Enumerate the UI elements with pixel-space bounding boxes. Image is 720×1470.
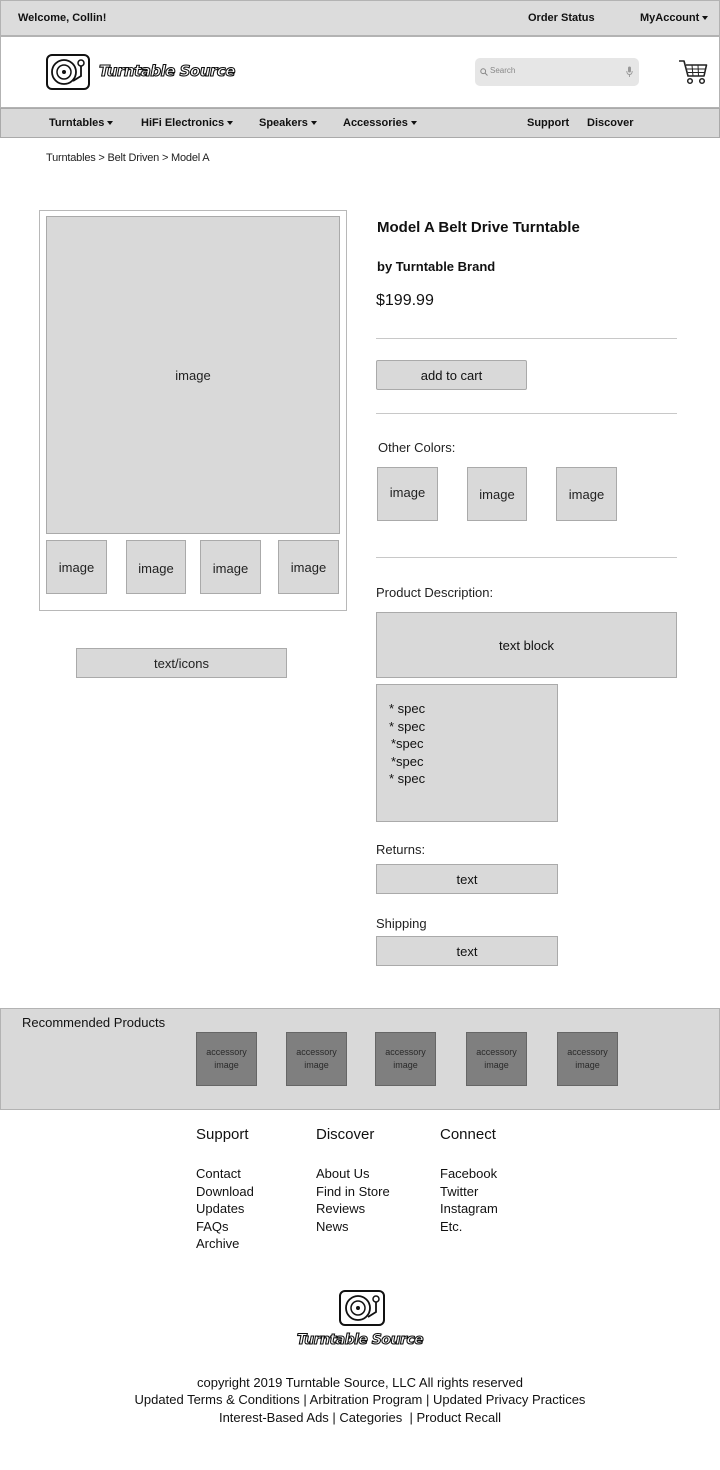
divider <box>376 338 677 339</box>
product-description-label: Product Description: <box>376 585 494 600</box>
nav-accessories-label: Accessories <box>343 117 408 129</box>
footer-link[interactable]: Download <box>196 1183 254 1199</box>
spec-item: * spec <box>389 718 426 734</box>
microphone-icon[interactable] <box>626 66 633 78</box>
add-to-cart-button[interactable] <box>376 360 527 390</box>
description-text-block <box>376 612 677 678</box>
nav-hifi-electronics[interactable] <box>141 117 233 129</box>
footer-link[interactable]: Instagram <box>440 1201 498 1216</box>
footer-heading-connect: Connect <box>440 1126 496 1143</box>
footer-support-links <box>196 1165 254 1253</box>
returns-text-block <box>376 864 558 894</box>
my-account-label: MyAccount <box>640 12 700 24</box>
divider <box>376 413 677 414</box>
color-option-image[interactable] <box>377 467 438 521</box>
chevron-down-icon <box>227 121 233 125</box>
returns-label: Returns: <box>376 842 426 857</box>
footer-link[interactable]: Twitter <box>440 1183 479 1199</box>
add-to-cart-label: add to cart <box>420 367 483 383</box>
footer-connect-links <box>440 1165 498 1235</box>
breadcrumb[interactable]: Turntables > Belt Driven > Model A <box>46 152 210 164</box>
footer-link[interactable]: Updates <box>196 1201 245 1216</box>
shipping-label: Shipping <box>376 916 427 931</box>
chevron-down-icon <box>411 121 417 125</box>
accessory-label: accessory image <box>476 1047 517 1070</box>
accessory-label: accessory image <box>385 1047 426 1070</box>
chevron-down-icon <box>702 16 708 20</box>
search-icon <box>480 68 488 76</box>
text-icons-block <box>76 648 287 678</box>
footer-link[interactable]: Reviews <box>316 1201 366 1216</box>
footer-logo-text[interactable]: Turntable Source <box>296 1332 424 1348</box>
color-option-label: image <box>568 486 605 502</box>
top-bar <box>0 0 720 36</box>
other-colors-label: Other Colors: <box>378 440 456 455</box>
logo-text[interactable]: Turntable Source <box>99 62 235 80</box>
text-icons-label: text/icons <box>154 655 209 671</box>
thumbnail-label: image <box>212 560 249 576</box>
spec-item: *spec <box>391 753 424 769</box>
accessory-image[interactable] <box>196 1032 257 1086</box>
thumbnail-image[interactable] <box>278 540 339 594</box>
search-placeholder: Search <box>490 66 516 75</box>
nav-turntables-label: Turntables <box>49 117 105 129</box>
product-brand[interactable]: by Turntable Brand <box>377 259 496 274</box>
main-image-label: image <box>175 367 211 383</box>
color-option-image[interactable] <box>467 467 527 521</box>
nav-accessories[interactable] <box>343 117 417 129</box>
footer-link[interactable]: About Us <box>316 1166 370 1181</box>
footer-link[interactable]: Contact <box>196 1166 241 1181</box>
color-option-image[interactable] <box>556 467 617 521</box>
thumbnail-image[interactable] <box>200 540 261 594</box>
legal-links-line-2[interactable]: Interest-Based Ads | Categories | Product Recall <box>218 1410 502 1425</box>
recommended-title: Recommended Products <box>22 1015 166 1030</box>
returns-text: text <box>456 871 478 887</box>
accessory-label: accessory image <box>206 1047 247 1070</box>
thumbnail-label: image <box>290 559 327 575</box>
product-price: $199.99 <box>376 292 434 309</box>
footer-link[interactable]: News <box>316 1218 349 1234</box>
main-nav <box>0 108 720 138</box>
nav-turntables[interactable] <box>49 117 113 129</box>
shipping-text: text <box>456 943 478 959</box>
nav-speakers[interactable] <box>259 117 317 129</box>
footer-turntable-logo-icon[interactable] <box>339 1290 385 1326</box>
color-option-label: image <box>389 485 426 500</box>
main-product-image[interactable] <box>46 216 340 534</box>
accessory-image[interactable] <box>466 1032 527 1086</box>
search-input[interactable] <box>475 58 639 86</box>
my-account-menu[interactable] <box>640 12 708 24</box>
thumbnail-image[interactable] <box>126 540 186 594</box>
accessory-image[interactable] <box>286 1032 347 1086</box>
welcome-text: Welcome, Collin! <box>18 12 107 24</box>
product-title: Model A Belt Drive Turntable <box>377 219 580 236</box>
footer-link[interactable]: Etc. <box>440 1218 463 1234</box>
footer-heading-discover: Discover <box>316 1126 375 1143</box>
nav-hifi-electronics-label: HiFi Electronics <box>141 117 225 129</box>
footer-heading-support: Support <box>196 1126 249 1143</box>
text-block-label: text block <box>499 637 554 653</box>
spec-item: * spec <box>389 771 426 786</box>
accessory-label: accessory image <box>296 1047 337 1070</box>
footer-discover-links <box>316 1165 390 1235</box>
nav-speakers-label: Speakers <box>259 117 308 129</box>
thumbnail-label: image <box>138 560 174 576</box>
divider <box>376 557 677 558</box>
thumbnail-label: image <box>58 559 95 575</box>
spec-list <box>376 684 558 822</box>
color-option-label: image <box>479 486 515 502</box>
spec-item: * spec <box>389 701 426 716</box>
accessory-image[interactable] <box>557 1032 618 1086</box>
accessory-image[interactable] <box>375 1032 436 1086</box>
footer-link[interactable]: Archive <box>196 1236 240 1251</box>
shipping-text-block <box>376 936 558 966</box>
chevron-down-icon <box>107 121 113 125</box>
accessory-label: accessory image <box>567 1047 608 1070</box>
footer-link[interactable]: Facebook <box>440 1166 498 1181</box>
nav-discover[interactable]: Discover <box>587 117 634 129</box>
legal-links-line-1[interactable]: Updated Terms & Conditions | Arbitration Program | Updated Privacy Practices <box>134 1392 586 1407</box>
chevron-down-icon <box>311 121 317 125</box>
turntable-logo-icon[interactable] <box>46 54 90 90</box>
nav-support[interactable]: Support <box>527 117 570 129</box>
copyright-text: copyright 2019 Turntable Source, LLC All rights reserved <box>197 1375 523 1390</box>
spec-item: *spec <box>391 736 424 751</box>
footer-link[interactable]: FAQs <box>196 1218 229 1234</box>
order-status-link[interactable]: Order Status <box>528 12 595 24</box>
cart-icon[interactable] <box>678 58 708 86</box>
footer-link[interactable]: Find in Store <box>316 1183 390 1199</box>
thumbnail-image[interactable] <box>46 540 107 594</box>
